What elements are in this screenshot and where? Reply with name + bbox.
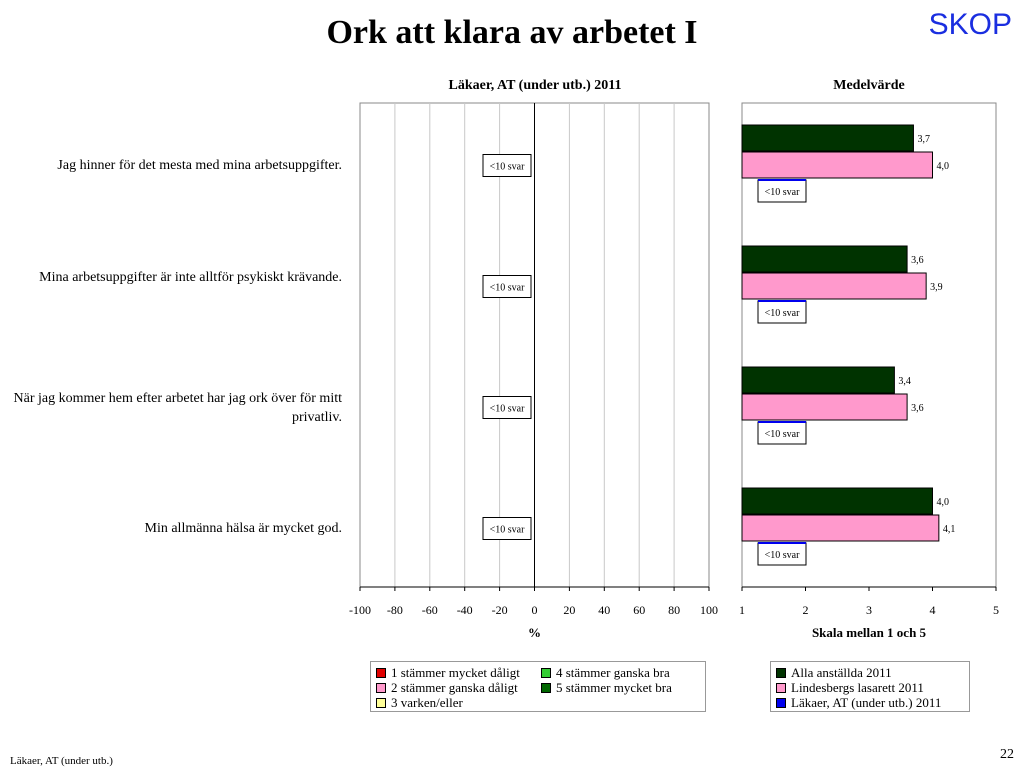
legend-swatch-pink [376, 683, 386, 693]
no-data-label: <10 svar [764, 550, 800, 561]
question-label-4: Min allmänna hälsa är mycket god. [144, 521, 342, 536]
x-tick-label: -60 [421, 603, 438, 617]
x-tick-label: 40 [598, 603, 611, 617]
response-legend [370, 661, 706, 712]
legend-item-resp3: 3 varken/eller [376, 696, 463, 711]
legend-swatch-darkgreen [541, 683, 551, 693]
page-number: 22 [1000, 747, 1014, 762]
legend-item-resp4: 4 stämmer ganska bra [541, 666, 670, 681]
bar-alla [742, 367, 894, 393]
page-title: Ork att klara av arbetet I [326, 14, 698, 51]
question-label-2: Mina arbetsuppgifter är inte alltför psykiskt krävande. [39, 270, 342, 285]
x-tick-label: 4 [929, 603, 936, 617]
mean-chart [739, 103, 999, 640]
no-data-label: <10 svar [764, 187, 800, 198]
x-tick-label: 5 [993, 603, 999, 617]
legend-swatch-lindesberg [776, 683, 786, 693]
bar-lindesberg [742, 515, 939, 541]
bar-alla [742, 125, 913, 151]
data-label: 3,6 [911, 255, 924, 266]
data-label: 4,0 [936, 161, 949, 172]
brand-logo: SKOP [928, 8, 1012, 41]
x-tick-label: 100 [700, 603, 718, 617]
group-legend [770, 661, 970, 712]
bar-lindesberg [742, 394, 907, 420]
legend-swatch-red [376, 668, 386, 678]
bar-alla [742, 488, 933, 514]
no-data-label: <10 svar [489, 161, 525, 173]
legend-item-lindesberg: Lindesbergs lasarett 2011 [776, 681, 924, 696]
x-tick-label: -100 [349, 603, 371, 617]
legend-item-resp5: 5 stämmer mycket bra [541, 681, 672, 696]
x-tick-label: 60 [633, 603, 646, 617]
right-chart-title: Medelvärde [833, 78, 905, 93]
x-tick-label: 20 [563, 603, 576, 617]
data-label: 3,4 [898, 376, 911, 387]
x-tick-label: 0 [531, 603, 538, 617]
data-label: 3,6 [911, 403, 924, 414]
legend-item-lakaer: Läkaer, AT (under utb.) 2011 [776, 696, 941, 711]
no-data-label: <10 svar [764, 429, 800, 440]
legend-swatch-yellow [376, 698, 386, 708]
x-tick-label: 1 [739, 603, 745, 617]
percent-chart [349, 103, 718, 640]
x-tick-label: 3 [866, 603, 872, 617]
left-chart-title: Läkaer, AT (under utb.) 2011 [448, 78, 622, 93]
data-label: 3,9 [930, 282, 943, 293]
no-data-label: <10 svar [489, 282, 525, 294]
data-label: 3,7 [917, 134, 930, 145]
no-data-label: <10 svar [489, 524, 525, 536]
footer-text: Läkaer, AT (under utb.) [10, 755, 113, 767]
no-data-label: <10 svar [764, 308, 800, 319]
x-tick-label: -80 [386, 603, 403, 617]
x-tick-label: 2 [802, 603, 809, 617]
legend-item-resp1: 1 stämmer mycket dåligt [376, 666, 520, 681]
legend-swatch-lakaer [776, 698, 786, 708]
data-label: 4,0 [936, 497, 949, 508]
question-label-3: När jag kommer hem efter arbetet har jag ork över för mitt privatliv. [13, 391, 342, 425]
bar-alla [742, 246, 907, 272]
x-tick-label: -20 [491, 603, 508, 617]
legend-swatch-alla [776, 668, 786, 678]
legend-item-alla: Alla anställda 2011 [776, 666, 892, 681]
legend-swatch-green [541, 668, 551, 678]
data-label: 4,1 [942, 524, 956, 535]
x-tick-label: -40 [456, 603, 473, 617]
legend-item-resp2: 2 stämmer ganska dåligt [376, 681, 518, 696]
x-axis-label: % [528, 625, 541, 640]
no-data-label: <10 svar [489, 403, 525, 415]
x-axis-label: Skala mellan 1 och 5 [811, 625, 927, 640]
bar-lindesberg [742, 273, 926, 299]
x-tick-label: 80 [668, 603, 681, 617]
question-label-1: Jag hinner för det mesta med mina arbetsuppgifter. [57, 158, 342, 173]
bar-lindesberg [742, 152, 933, 178]
